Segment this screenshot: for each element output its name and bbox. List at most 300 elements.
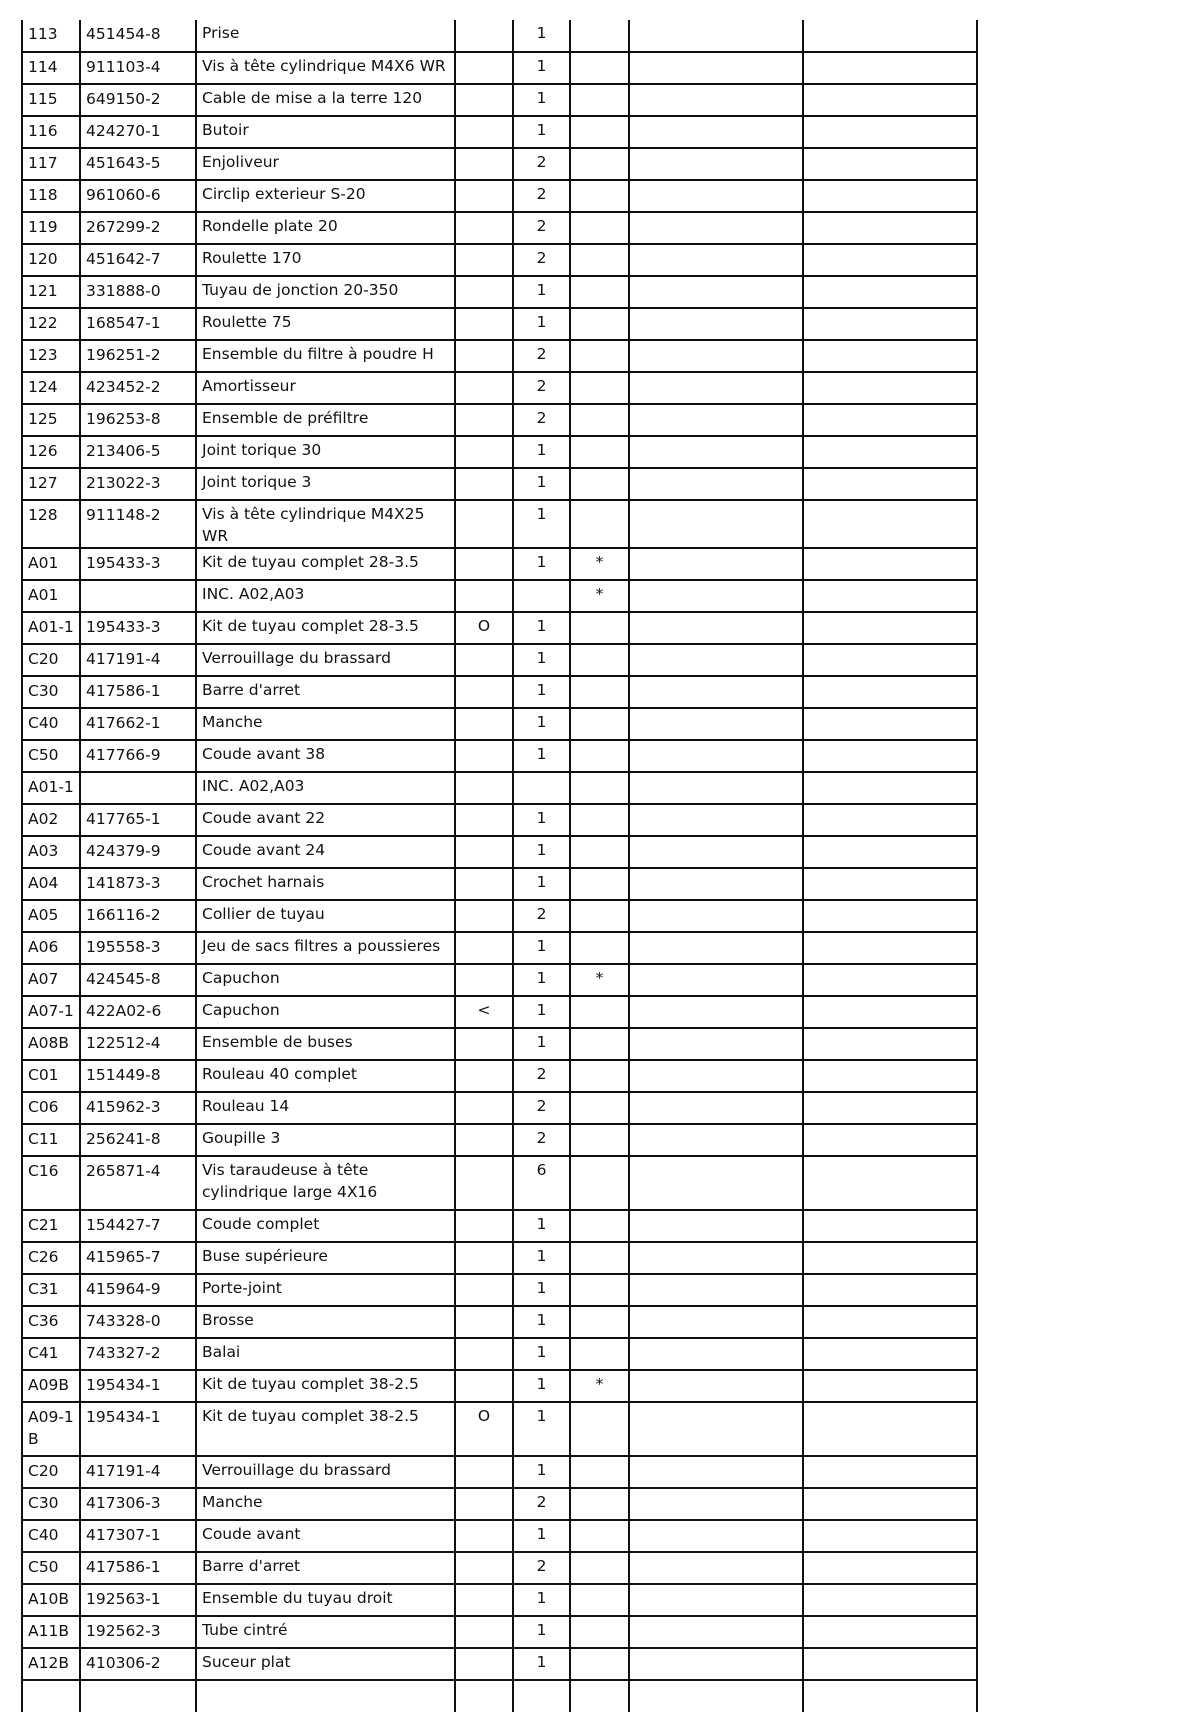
note-symbol <box>455 52 513 84</box>
quantity: 1 <box>513 548 570 580</box>
part-description: Rouleau 40 complet <box>196 1060 455 1092</box>
part-number: 422A02-6 <box>80 996 196 1028</box>
empty-cell <box>629 1520 803 1552</box>
quantity: 1 <box>513 612 570 644</box>
table-row <box>22 836 977 868</box>
empty-cell <box>803 1124 977 1156</box>
empty-cell <box>629 20 803 52</box>
part-description: Ensemble du tuyau droit <box>196 1584 455 1616</box>
change-mark <box>570 644 629 676</box>
item-position: A01 <box>22 580 80 612</box>
part-number: 410306-2 <box>80 1648 196 1680</box>
part-description: Kit de tuyau complet 38-2.5 <box>196 1370 455 1402</box>
note-symbol <box>455 1456 513 1488</box>
quantity: 1 <box>513 308 570 340</box>
table-row <box>22 996 977 1028</box>
quantity: 1 <box>513 52 570 84</box>
empty-cell <box>803 468 977 500</box>
empty-cell <box>629 1648 803 1680</box>
part-number: 267299-2 <box>80 212 196 244</box>
part-description: Verrouillage du brassard <box>196 1456 455 1488</box>
part-description: Joint torique 30 <box>196 436 455 468</box>
change-mark: * <box>570 548 629 580</box>
empty-cell <box>629 372 803 404</box>
table-row <box>22 740 977 772</box>
quantity: 2 <box>513 1552 570 1584</box>
change-mark <box>570 1156 629 1210</box>
note-symbol <box>455 676 513 708</box>
part-number: 151449-8 <box>80 1060 196 1092</box>
change-mark <box>570 1242 629 1274</box>
part-description: Prise <box>196 20 455 52</box>
table-row <box>22 772 977 804</box>
part-number: 195434-1 <box>80 1402 196 1456</box>
empty-cell <box>803 580 977 612</box>
empty-cell <box>803 1274 977 1306</box>
empty-cell <box>629 740 803 772</box>
part-number: 196251-2 <box>80 340 196 372</box>
empty-cell <box>803 1552 977 1584</box>
empty-cell <box>803 1456 977 1488</box>
part-number: 417307-1 <box>80 1520 196 1552</box>
part-description: Porte-joint <box>196 1274 455 1306</box>
part-number: 415964-9 <box>80 1274 196 1306</box>
change-mark <box>570 500 629 548</box>
table-row <box>22 1402 977 1456</box>
quantity: 1 <box>513 500 570 548</box>
change-mark <box>570 20 629 52</box>
table-row <box>22 1306 977 1338</box>
item-position: 119 <box>22 212 80 244</box>
item-position: 122 <box>22 308 80 340</box>
item-position: A06 <box>22 932 80 964</box>
change-mark <box>570 1488 629 1520</box>
change-mark <box>570 804 629 836</box>
item-position: 120 <box>22 244 80 276</box>
empty-cell <box>803 676 977 708</box>
note-symbol <box>455 836 513 868</box>
part-number: 192562-3 <box>80 1616 196 1648</box>
item-position: C26 <box>22 1242 80 1274</box>
change-mark <box>570 836 629 868</box>
empty-cell <box>803 740 977 772</box>
item-position: 113 <box>22 20 80 52</box>
part-description: Kit de tuyau complet 28-3.5 <box>196 612 455 644</box>
note-symbol <box>455 276 513 308</box>
empty-cell <box>803 1584 977 1616</box>
table-row <box>22 1092 977 1124</box>
part-description: Kit de tuyau complet 38-2.5 <box>196 1402 455 1456</box>
item-position: 124 <box>22 372 80 404</box>
note-symbol <box>455 1488 513 1520</box>
table-row <box>22 1028 977 1060</box>
table-row <box>22 580 977 612</box>
item-position: 121 <box>22 276 80 308</box>
quantity: 1 <box>513 436 570 468</box>
parts-list-page <box>21 20 976 1712</box>
change-mark <box>570 340 629 372</box>
table-row <box>22 404 977 436</box>
quantity: 1 <box>513 1242 570 1274</box>
part-description: Circlip exterieur S-20 <box>196 180 455 212</box>
empty-cell <box>629 468 803 500</box>
empty-cell <box>803 1242 977 1274</box>
empty-cell <box>629 1124 803 1156</box>
change-mark: * <box>570 580 629 612</box>
quantity: 1 <box>513 1274 570 1306</box>
change-mark <box>570 1274 629 1306</box>
part-description: Ensemble de préfiltre <box>196 404 455 436</box>
part-description: Verrouillage du brassard <box>196 644 455 676</box>
quantity: 1 <box>513 708 570 740</box>
empty-cell <box>803 772 977 804</box>
quantity: 6 <box>513 1156 570 1210</box>
empty-cell <box>803 1306 977 1338</box>
empty-cell <box>629 308 803 340</box>
note-symbol <box>455 1210 513 1242</box>
note-symbol <box>455 84 513 116</box>
empty-cell <box>629 404 803 436</box>
change-mark <box>570 436 629 468</box>
quantity: 2 <box>513 372 570 404</box>
item-position: 117 <box>22 148 80 180</box>
empty-cell <box>803 1060 977 1092</box>
change-mark <box>570 1338 629 1370</box>
change-mark <box>570 1060 629 1092</box>
empty-cell <box>803 548 977 580</box>
quantity: 1 <box>513 1402 570 1456</box>
table-row <box>22 964 977 996</box>
part-description: Coude avant <box>196 1520 455 1552</box>
empty-cell <box>803 996 977 1028</box>
empty-cell <box>629 1092 803 1124</box>
item-position: C40 <box>22 708 80 740</box>
table-row <box>22 468 977 500</box>
note-symbol <box>455 868 513 900</box>
empty-cell <box>803 964 977 996</box>
note-symbol <box>455 1584 513 1616</box>
empty-cell <box>629 1338 803 1370</box>
table-row <box>22 1648 977 1680</box>
change-mark <box>570 84 629 116</box>
quantity: 2 <box>513 404 570 436</box>
change-mark <box>570 740 629 772</box>
part-number: 424379-9 <box>80 836 196 868</box>
table-row <box>22 900 977 932</box>
empty-cell <box>629 1156 803 1210</box>
part-description: Manche <box>196 708 455 740</box>
quantity: 1 <box>513 676 570 708</box>
quantity: 1 <box>513 468 570 500</box>
note-symbol: < <box>455 996 513 1028</box>
part-description: Amortisseur <box>196 372 455 404</box>
note-symbol <box>455 1552 513 1584</box>
quantity: 1 <box>513 836 570 868</box>
part-description: INC. A02,A03 <box>196 580 455 612</box>
part-number: 213406-5 <box>80 436 196 468</box>
empty-cell <box>629 1274 803 1306</box>
item-position: 127 <box>22 468 80 500</box>
empty-cell <box>629 180 803 212</box>
empty-cell <box>629 1488 803 1520</box>
table-row <box>22 84 977 116</box>
quantity <box>513 772 570 804</box>
note-symbol <box>455 244 513 276</box>
note-symbol <box>455 964 513 996</box>
quantity: 1 <box>513 804 570 836</box>
item-position: C11 <box>22 1124 80 1156</box>
part-number: 331888-0 <box>80 276 196 308</box>
note-symbol <box>455 804 513 836</box>
empty-cell <box>629 1242 803 1274</box>
note-symbol <box>455 308 513 340</box>
quantity: 1 <box>513 84 570 116</box>
table-row <box>22 244 977 276</box>
empty-cell <box>629 1210 803 1242</box>
note-symbol <box>455 1274 513 1306</box>
table-row <box>22 1584 977 1616</box>
change-mark <box>570 932 629 964</box>
table-row <box>22 340 977 372</box>
part-description: Suceur plat <box>196 1648 455 1680</box>
part-description: Capuchon <box>196 964 455 996</box>
change-mark: * <box>570 964 629 996</box>
item-position: C50 <box>22 740 80 772</box>
note-symbol <box>455 436 513 468</box>
quantity: 1 <box>513 276 570 308</box>
empty-cell <box>803 708 977 740</box>
part-number: 649150-2 <box>80 84 196 116</box>
parts-table <box>21 20 978 1712</box>
empty-cell <box>629 340 803 372</box>
table-row <box>22 1520 977 1552</box>
note-symbol <box>455 180 513 212</box>
part-number: 195558-3 <box>80 932 196 964</box>
note-symbol <box>455 468 513 500</box>
empty-cell <box>803 1616 977 1648</box>
change-mark <box>570 244 629 276</box>
table-row <box>22 1488 977 1520</box>
part-description: Coude complet <box>196 1210 455 1242</box>
item-position: A02 <box>22 804 80 836</box>
change-mark <box>570 180 629 212</box>
part-description: Cable de mise a la terre 120 <box>196 84 455 116</box>
part-description: Manche <box>196 1488 455 1520</box>
part-number: 415962-3 <box>80 1092 196 1124</box>
part-description: Roulette 75 <box>196 308 455 340</box>
change-mark <box>570 148 629 180</box>
part-number: 195433-3 <box>80 548 196 580</box>
part-number: 961060-6 <box>80 180 196 212</box>
quantity: 2 <box>513 148 570 180</box>
part-number: 122512-4 <box>80 1028 196 1060</box>
quantity: 2 <box>513 1060 570 1092</box>
part-number: 417191-4 <box>80 644 196 676</box>
part-number: 265871-4 <box>80 1156 196 1210</box>
change-mark <box>570 1616 629 1648</box>
part-number: 141873-3 <box>80 868 196 900</box>
empty-cell <box>629 212 803 244</box>
empty-cell <box>803 372 977 404</box>
note-symbol <box>455 1306 513 1338</box>
note-symbol <box>455 1060 513 1092</box>
part-description: Roulette 170 <box>196 244 455 276</box>
part-number: 417662-1 <box>80 708 196 740</box>
empty-cell <box>803 180 977 212</box>
table-row <box>22 612 977 644</box>
item-position: C06 <box>22 1092 80 1124</box>
change-mark <box>570 404 629 436</box>
table-row <box>22 52 977 84</box>
note-symbol <box>455 340 513 372</box>
empty-cell <box>629 612 803 644</box>
part-description: Jeu de sacs filtres a poussieres <box>196 932 455 964</box>
part-number: 192563-1 <box>80 1584 196 1616</box>
part-description: Butoir <box>196 116 455 148</box>
note-symbol <box>455 1370 513 1402</box>
empty-cell <box>629 1402 803 1456</box>
table-row <box>22 116 977 148</box>
item-position: A11B <box>22 1616 80 1648</box>
table-row <box>22 1274 977 1306</box>
table-row <box>22 372 977 404</box>
part-description: Buse supérieure <box>196 1242 455 1274</box>
empty-cell <box>629 900 803 932</box>
quantity: 1 <box>513 1306 570 1338</box>
empty-cell <box>629 1028 803 1060</box>
table-row <box>22 804 977 836</box>
table-row <box>22 276 977 308</box>
part-description: Ensemble de buses <box>196 1028 455 1060</box>
part-number: 415965-7 <box>80 1242 196 1274</box>
part-description: Collier de tuyau <box>196 900 455 932</box>
change-mark <box>570 308 629 340</box>
empty-cell <box>629 500 803 548</box>
note-symbol: O <box>455 612 513 644</box>
item-position: A01-1 <box>22 612 80 644</box>
item-position: A01-1 <box>22 772 80 804</box>
table-row <box>22 1338 977 1370</box>
empty-cell <box>803 1520 977 1552</box>
part-number: 911103-4 <box>80 52 196 84</box>
empty-cell <box>803 1648 977 1680</box>
empty-cell <box>803 20 977 52</box>
quantity: 2 <box>513 212 570 244</box>
note-symbol <box>455 500 513 548</box>
empty-cell <box>803 148 977 180</box>
empty-cell <box>629 116 803 148</box>
item-position: C16 <box>22 1156 80 1210</box>
part-description: Crochet harnais <box>196 868 455 900</box>
change-mark <box>570 1584 629 1616</box>
quantity <box>513 580 570 612</box>
quantity: 1 <box>513 932 570 964</box>
empty-cell <box>803 1028 977 1060</box>
quantity: 1 <box>513 1520 570 1552</box>
change-mark <box>570 1402 629 1456</box>
table-row-continuation <box>22 1680 977 1712</box>
note-symbol <box>455 372 513 404</box>
change-mark <box>570 1092 629 1124</box>
item-position: C36 <box>22 1306 80 1338</box>
table-row <box>22 1242 977 1274</box>
empty-cell <box>803 500 977 548</box>
empty-cell <box>629 244 803 276</box>
table-row <box>22 644 977 676</box>
quantity: 1 <box>513 1456 570 1488</box>
part-number: 166116-2 <box>80 900 196 932</box>
part-number: 451642-7 <box>80 244 196 276</box>
empty-cell <box>629 1306 803 1338</box>
empty-cell <box>803 1338 977 1370</box>
item-position: A05 <box>22 900 80 932</box>
table-row <box>22 548 977 580</box>
note-symbol <box>455 580 513 612</box>
empty-cell <box>803 340 977 372</box>
table-row <box>22 1552 977 1584</box>
quantity: 1 <box>513 1370 570 1402</box>
item-position: 116 <box>22 116 80 148</box>
item-position: 118 <box>22 180 80 212</box>
empty-cell <box>629 772 803 804</box>
part-number: 195433-3 <box>80 612 196 644</box>
item-position: C50 <box>22 1552 80 1584</box>
empty-cell <box>629 1616 803 1648</box>
note-symbol <box>455 1520 513 1552</box>
table-row <box>22 212 977 244</box>
quantity: 1 <box>513 1028 570 1060</box>
item-position: 115 <box>22 84 80 116</box>
table-row <box>22 1456 977 1488</box>
quantity: 1 <box>513 1338 570 1370</box>
part-description: Joint torique 3 <box>196 468 455 500</box>
item-position: A07-1 <box>22 996 80 1028</box>
empty-cell <box>803 1092 977 1124</box>
empty-cell <box>629 148 803 180</box>
note-symbol <box>455 1616 513 1648</box>
quantity: 2 <box>513 180 570 212</box>
table-row <box>22 868 977 900</box>
quantity: 2 <box>513 244 570 276</box>
table-row <box>22 1370 977 1402</box>
change-mark <box>570 612 629 644</box>
part-description: Vis à tête cylindrique M4X6 WR <box>196 52 455 84</box>
empty-cell <box>629 1060 803 1092</box>
change-mark <box>570 1210 629 1242</box>
item-position: A09-1B <box>22 1402 80 1456</box>
note-symbol: O <box>455 1402 513 1456</box>
part-description: Barre d'arret <box>196 676 455 708</box>
item-position: C20 <box>22 644 80 676</box>
item-position: C30 <box>22 1488 80 1520</box>
empty-cell <box>803 276 977 308</box>
part-number: 168547-1 <box>80 308 196 340</box>
item-position: A08B <box>22 1028 80 1060</box>
note-symbol <box>455 404 513 436</box>
part-number: 417306-3 <box>80 1488 196 1520</box>
empty-cell <box>629 932 803 964</box>
change-mark <box>570 1552 629 1584</box>
part-number: 213022-3 <box>80 468 196 500</box>
note-symbol <box>455 1092 513 1124</box>
note-symbol <box>455 1124 513 1156</box>
change-mark <box>570 212 629 244</box>
empty-cell <box>629 436 803 468</box>
item-position: C30 <box>22 676 80 708</box>
change-mark <box>570 676 629 708</box>
part-description: Coude avant 38 <box>196 740 455 772</box>
part-description: Capuchon <box>196 996 455 1028</box>
